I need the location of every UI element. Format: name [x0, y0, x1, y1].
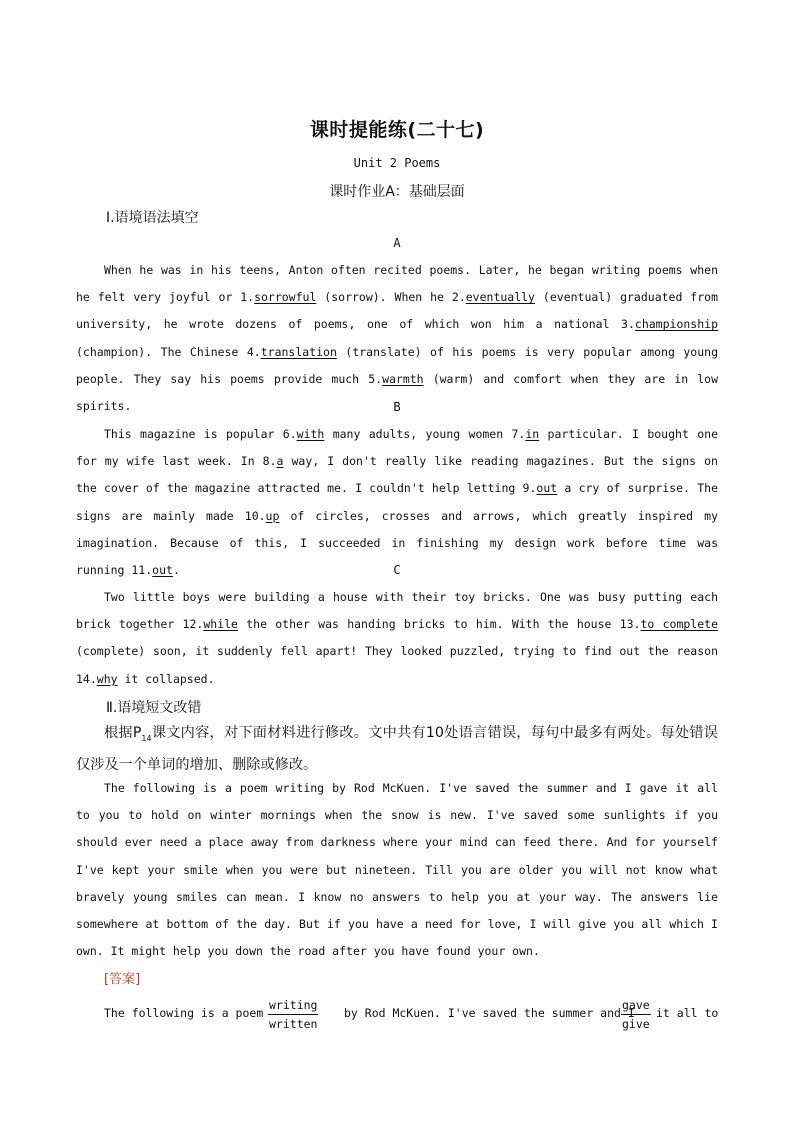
passage-a — [76, 257, 718, 420]
answer-1: sorrowful — [254, 290, 317, 305]
unit-subtitle: Unit 2 Poems — [353, 156, 441, 170]
original-word: gave — [621, 996, 651, 1015]
text: many adults, young women 7. — [324, 427, 526, 441]
answer-13: to complete — [640, 617, 718, 632]
text: of circles, crosses and arrows, which greatly inspired my imagination. Because of this, I succeeded in finishing my design work before time was running 11. — [76, 508, 718, 578]
text: 课文内容，对下面材料进行修改。文中共有10处语言错误，每句中最多有两处。每处错误仅涉及一个单词的增加、删除或修改。 — [76, 725, 718, 773]
passage-a-label: A — [393, 236, 401, 250]
answer-12: while — [203, 617, 238, 632]
page-title: 课时提能练(二十七) — [309, 119, 485, 141]
correction-passage: The following is a poem writing by Rod McKuen. I've saved the summer and I gave it all to you to hold on winter mornings when the snow is new. I've saved some sunlights if you should ever need a place away from darkness where your mind can feed there. And for yourself I've kept your smile when you were but nineteen. Till you are older you will not know what bravely young smiles can mean. I know no answers to help you at your way. The answers lie somewhere at bottom of the day. But if you have a need for love, I will give you all which I own. It might help you down the road after you have found your own. — [76, 781, 718, 959]
text: particular. I bought one for my wife last week. In 8. — [76, 427, 718, 469]
passage-c — [76, 584, 718, 693]
answer-text-1: The following is a poem — [104, 1006, 264, 1020]
answer-text-2: by Rod McKuen. I've saved the summer and I — [344, 1006, 635, 1020]
text: . — [172, 563, 180, 578]
text: 根据P — [104, 725, 142, 741]
part1-heading: Ⅰ.语境语法填空 — [106, 210, 199, 226]
text: When he was in his teens, Anton often recited poems. Later, he began writing poems when he felt very joyful or 1. — [76, 263, 718, 305]
original-word: writing — [268, 996, 318, 1015]
correction-writing-written — [268, 996, 318, 1033]
answer-8: a — [276, 454, 284, 469]
answer-correction-line — [76, 994, 718, 1034]
section-subtitle: 课时作业A：基础层面 — [329, 184, 465, 200]
answer-4: translation — [260, 344, 337, 359]
answer-9: out — [536, 481, 558, 496]
answer-6: with — [296, 427, 325, 441]
text: (complete) soon, it suddenly fell apart! They looked puzzled, trying to find out the reason 14. — [76, 644, 718, 686]
text: (champion). The Chinese 4. — [76, 344, 261, 359]
answer-7: in — [525, 427, 540, 441]
text: (eventual) graduated from university, he wrote dozens of poems, one of which won him a national 3. — [76, 290, 718, 332]
answer-text-3: it all to — [656, 1006, 719, 1020]
answer-2: eventually — [465, 290, 535, 305]
answer-14: why — [96, 671, 118, 686]
answer-5: warmth — [382, 371, 424, 386]
text: a cry of surprise. The signs are mainly made 10. — [76, 481, 718, 523]
text: (sorrow). When he 2. — [316, 290, 466, 305]
text: (translate) of his poems is very popular among young people. They say his poems provide much 5. — [76, 344, 719, 386]
page-subscript: 14 — [141, 733, 152, 743]
text: way, I don't really like reading magazines. But the signs on the cover of the magazine attracted me. I couldn't help letting 9. — [76, 454, 718, 496]
correction-gave-give — [621, 996, 651, 1033]
text: (warm) and comfort when they are in low spirits. — [76, 371, 718, 414]
part2-heading: Ⅱ.语境短文改错 — [106, 700, 202, 716]
answer-3: championship — [634, 317, 718, 332]
text: it collapsed. — [117, 671, 215, 686]
passage-c-label: C — [393, 563, 401, 577]
text: This magazine is popular 6. — [104, 427, 297, 441]
answer-label: [答案] — [104, 972, 141, 987]
answer-10: up — [265, 508, 280, 523]
text: the other was handing bricks to him. With the house 13. — [237, 617, 641, 632]
passage-b — [76, 421, 718, 584]
part2-instructions — [76, 720, 718, 779]
passage-b-label: B — [393, 400, 401, 414]
corrected-word: written — [269, 1017, 318, 1031]
answer-11: out — [152, 563, 173, 578]
corrected-word: give — [622, 1017, 650, 1031]
text: Two little boys were building a house with their toy bricks. One was busy putting each brick together 12. — [76, 590, 718, 632]
